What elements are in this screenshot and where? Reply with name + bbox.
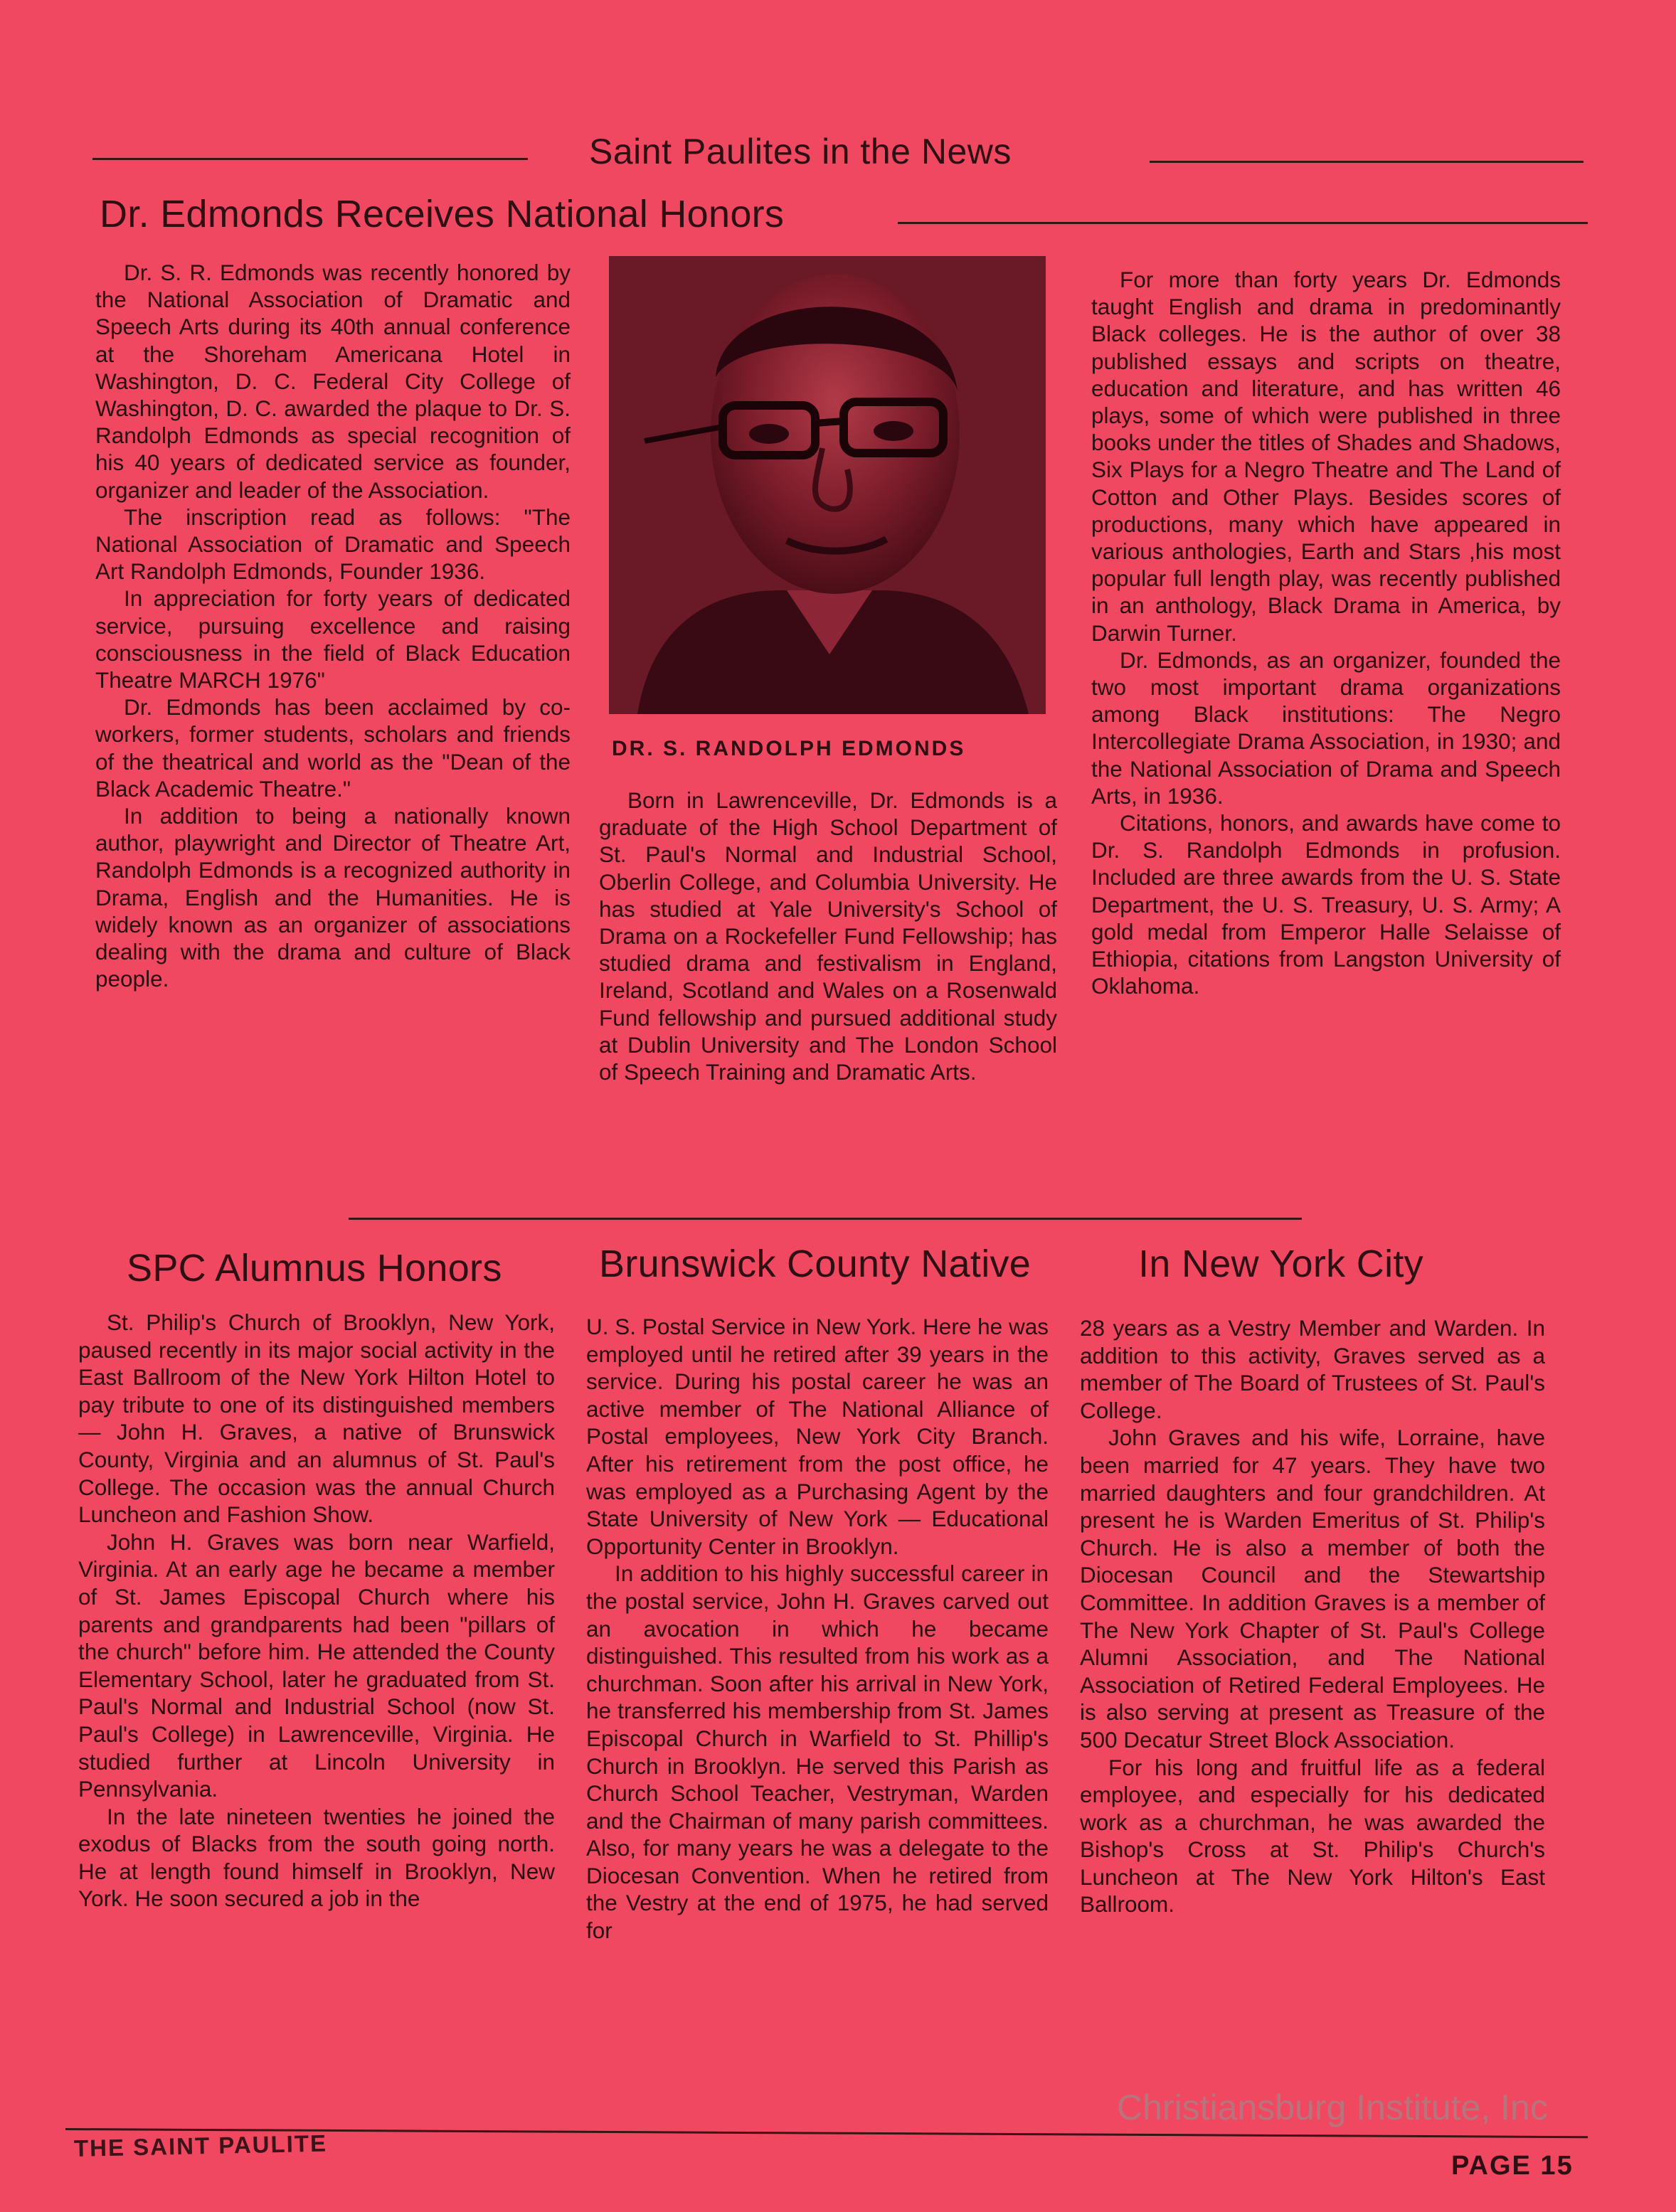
article2-paragraph: 28 years as a Vestry Member and Warden. In addition to this activity, Graves served as a member of The Board of Trustees of St. Paul's College. [1080,1315,1545,1423]
publication-title: THE SAINT PAULITE [73,2129,328,2162]
portrait-photo [609,256,1046,714]
article1-paragraph: For more than forty years Dr. Edmonds taught English and drama in predominantly Black colleges. He is the author of over 38 published essays and scripts on theatre, education and literature, and has written 46 plays, some of which were published in three books under the titles of Shades and Shadows, Six Plays for a Negro Theatre and The Land of Cotton and Other Plays. Besides scores of productions, many which have appeared in various anthologies, Earth and Stars ,his most popular full length play, was recently published in an anthology, Black Drama in America, by Darwin Turner. [1091,267,1561,646]
article1-headline: Dr. Edmonds Receives National Honors [100,193,785,235]
header-rule-left [92,158,528,160]
watermark: Christiansburg Institute, Inc [1117,2088,1548,2127]
article2-paragraph: For his long and fruitful life as a federal employee, and especially for his dedicated work as a churchman, he was awarded the Bishop's Cross at St. Philip's Church's Luncheon at The New York Hilton's East Ballroom. [1080,1754,1545,1918]
article-divider-rule [349,1218,1302,1220]
page-number: PAGE 15 [1451,2151,1574,2181]
article1-paragraph: The inscription read as follows: "The National Association of Dramatic and Speech Art Randolph Edmonds, Founder 1936. [95,504,571,585]
article2-paragraph: John H. Graves was born near Warfield, Virginia. At an early age he became a member of St. James Episcopal Church where his parents and grandparents had been "pillars of the church" before him. He attended the County Elementary School, later he graduated from St. Paul's Normal and Industrial School (now St. Paul's College) in Lawrenceville, Virginia. He studied further at Lincoln University in Pennsylvania. [78,1528,555,1802]
headline-rule [898,222,1588,224]
article1-paragraph: Dr. S. R. Edmonds was recently honored by the National Association of Dramatic and Speech Arts during its 40th annual conference at the Shoreham Americana Hotel in Washington, D. C. Federal City College of Washington, D. C. awarded the plaque to Dr. S. Randolph Edmonds as special recognition of his 40 years of dedicated service as founder, organizer and leader of the Association. [95,260,571,503]
article2-headline-part2: Brunswick County Native [599,1243,1031,1285]
article1-paragraph: In addition to being a nationally known author, playwright and Director of Theatre Art, Randolph Edmonds is a recognized authority in Drama, English and the Humanities. He is widely known as an organizer of associations dealing with the drama and culture of Black people. [95,803,571,992]
article1-paragraph: Dr. Edmonds, as an organizer, founded the two most important drama organizations among Black institutions: The Negro Intercollegiate Drama Association, in 1930; and the National Association of Drama and Speech Arts, in 1936. [1091,647,1561,809]
article1-column-1 [95,259,571,992]
article2-column-3 [1080,1314,1545,1918]
article2-headline-part1: SPC Alumnus Honors [127,1247,502,1290]
article2-paragraph: St. Philip's Church of Brooklyn, New York, paused recently in its major social activity in the East Ballroom of the New York Hilton Hotel to pay tribute to one of its distinguished members — John H. Graves, a native of Brunswick County, Virginia and an alumnus of St. Paul's College. The occasion was the annual Church Luncheon and Fashion Show. [78,1309,555,1528]
article2-paragraph: John Graves and his wife, Lorraine, have been married for 47 years. They have two married daughters and four grandchildren. At present he is Warden Emeritus of St. Philip's Church. He is also a member of both the Diocesan Council and the Stewartship Committee. In addition Graves is a member of The New York Chapter of St. Paul's College Alumni Association, and The National Association of Retired Federal Employees. He is also serving at present as Treasure of the 500 Decatur Street Block Association. [1080,1425,1545,1753]
article2-paragraph: U. S. Postal Service in New York. Here he was employed until he retired after 39 years in the service. During his postal career he was an active member of The National Alliance of Postal employees, New York City Branch. After his retirement from the post office, he was employed as a Purchasing Agent by the State University of New York — Educational Opportunity Center in Brooklyn. [586,1314,1049,1559]
article2-paragraph: In addition to his highly successful career in the postal service, John H. Graves carved out an avocation in which he became distinguished. This resulted from his work as a churchman. Soon after his arrival in New York, he transferred his membership from St. James Episcopal Church in Warfield to St. Phillip's Church in Brooklyn. He served this Parish as Church School Teacher, Vestryman, Warden and the Chairman of many parish committees. Also, for many years he was a delegate to the Diocesan Convention. When he retired from the Vestry at the end of 1975, he had served for [586,1560,1049,1944]
article2-paragraph: In the late nineteen twenties he joined the exodus of Blacks from the south going north. He at length found himself in Brooklyn, New York. He soon secured a job in the [78,1803,555,1912]
header-rule-right [1150,161,1584,163]
photo-caption: DR. S. RANDOLPH EDMONDS [612,737,966,760]
article2-headline-part3: In New York City [1138,1243,1423,1285]
article1-paragraph: Born in Lawrenceville, Dr. Edmonds is a graduate of the High School Department of St. Paul's Normal and Industrial School, Oberlin College, and Columbia University. He has studied at Yale University's School of Drama on a Rockefeller Fund Fellowship; has studied drama and festivalism in England, Ireland, Scotland and Wales on a Rosenwald Fund fellowship and pursued additional study at Dublin University and The London School of Speech Training and Dramatic Arts. [599,787,1057,1085]
article1-column-3 [1091,266,1561,999]
section-header: Saint Paulites in the News [589,132,1012,171]
article1-paragraph: In appreciation for forty years of dedicated service, pursuing excellence and raising consciousness in the field of Black Education Theatre MARCH 1976" [95,585,571,693]
article1-paragraph: Dr. Edmonds has been acclaimed by co-workers, former students, scholars and friends of the theatrical and world as the "Dean of the Black Academic Theatre." [95,694,571,802]
article2-column-2 [586,1313,1049,1945]
article1-paragraph: Citations, honors, and awards have come to Dr. S. Randolph Edmonds in profusion. Included are three awards from the U. S. State Department, the U. S. Treasury, U. S. Army; A gold medal from Emperor Halle Selaisse of Ethiopia, citations from Langston University of Oklahoma. [1091,810,1561,999]
portrait-illustration [609,256,1046,714]
article2-column-1 [78,1309,555,1913]
article1-column-2 [599,787,1057,1085]
